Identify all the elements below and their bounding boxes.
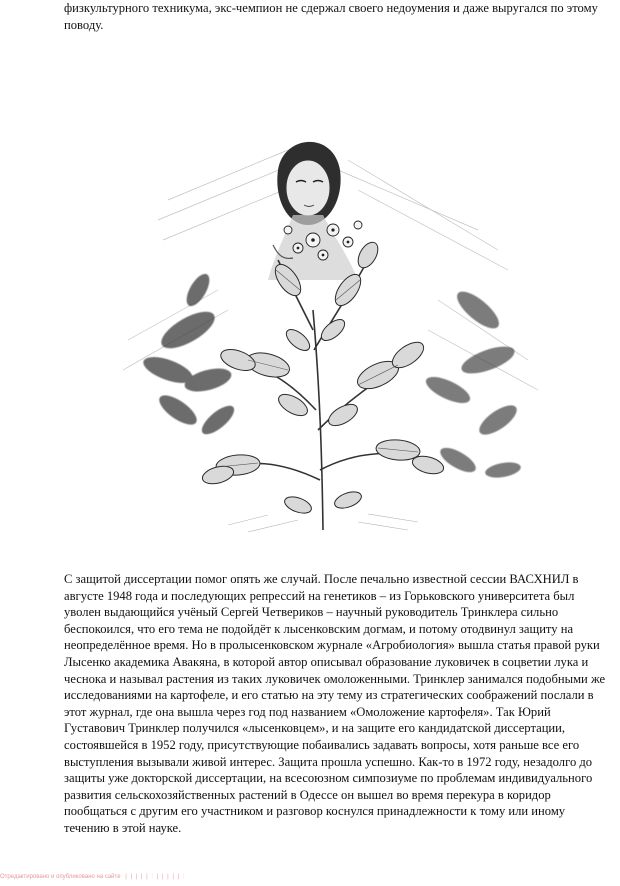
- footer-marks: | | | | | : | | | | | :: [125, 874, 186, 880]
- footer-watermark: [0, 874, 620, 886]
- girl-with-plant-icon: [108, 130, 548, 550]
- top-paragraph: физкультурного техникума, экс-чемпион не сдержал своего недоумения и даже выругался по этому поводу.: [64, 1, 598, 32]
- pencil-illustration: [108, 130, 548, 550]
- main-paragraph-block: [64, 571, 608, 837]
- main-paragraph: С защитой диссертации помог опять же случай. После печально известной сессии ВАСХНИЛ в августе 1948 года и последующих репрессий на генетиков – из Горьковского университета был уволен выдающийся учёный Сергей Четвериков – научный руководитель Тринклера сильно беспокоился, что его тема не подойдёт к лысенковским догмам, и потому отодвинул защиту на неопределённое время. Но в пролысенковском журнале «Агробиология» вышла статья правой руки Лысенко академика Авакяна, в которой автор описывал образование луковичек в соцветии лука и чеснока и называл растения из таких луковичек омоложенными. Тринклер занимался подобными же исследованиями на картофеле, и его статью на эту тему из стратегических соображений послали в этот журнал, где она вышла через год под названием «Омоложение картофеля». Так Юрий Густавович Тринклер получился «лысенковцем», и на защите его кандидатской диссертации, состоявшейся в 1952 году, присутствующие побаивались задавать вопросы, хотя раньше все его выступления вызывали живой интерес. Защита прошла успешно. Как-то в 1972 году, незадолго до защиты уже докторской диссертации, на всесоюзном симпозиуме по проблемам индивидуального развития сельскохозяйственных растений в Одессе он вышел во время перекура в коридор пообщаться с другим его участником и разговор коснулся принадлежности к тому или иному течению в этой науке.: [64, 572, 606, 835]
- top-paragraph-block: [64, 0, 604, 33]
- footer-label: Отредактировано и опубликовано на сайте: [0, 874, 121, 880]
